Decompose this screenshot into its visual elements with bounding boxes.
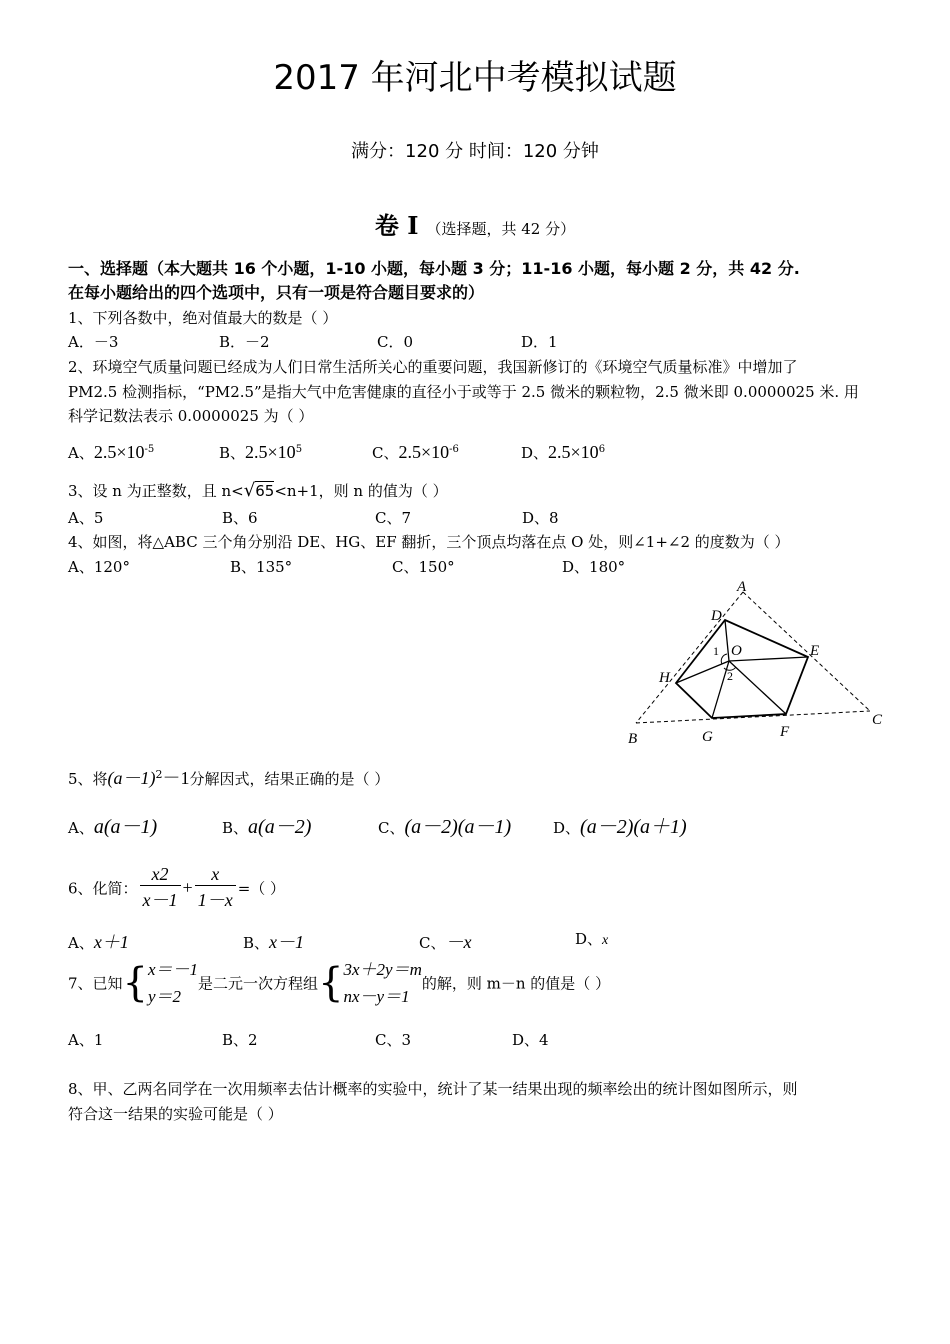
question-7-option-a: A、1 bbox=[68, 1031, 104, 1049]
solution-system: x＝－1 y＝2 bbox=[148, 960, 199, 1006]
label-d: D bbox=[711, 608, 722, 624]
left-brace-2: { bbox=[318, 960, 344, 1006]
left-brace-1: { bbox=[122, 960, 148, 1006]
question-3-stem: 3、设 n 为正整数，且 n<√65<n+1，则 n 的值为（ ） bbox=[68, 480, 448, 501]
question-6-option-c: C、－x bbox=[419, 932, 472, 952]
question-8-line1: 8、甲、乙两名同学在一次用频率去估计概率的实验中，统计了某一结果出现的频率绘出的统计图如图所示，则 bbox=[68, 1080, 798, 1098]
question-3-option-b: B、6 bbox=[222, 509, 258, 527]
section-instruction-line1: 一、选择题（本大题共 16 个小题，1-10 小题，每小题 3 分；11-16 小题，每小题 2 分，共 42 分. bbox=[68, 259, 800, 278]
question-3-option-d: D、8 bbox=[522, 509, 559, 527]
question-5-option-c: C、(a－2)(a－1) bbox=[378, 816, 512, 838]
question-2-option-b: B、$2.5\times 10^5$ bbox=[219, 442, 303, 462]
question-4-option-c: C、150° bbox=[392, 558, 455, 576]
question-5-stem: 5、将$(a-1)^2-1$分解因式，结果正确的是（ ） bbox=[68, 768, 390, 788]
question-2-option-a: A、$2.5\times 10^{-5}$ bbox=[68, 442, 155, 462]
question-6-option-b: B、x－1 bbox=[243, 932, 305, 952]
question-4-option-a: A、120° bbox=[68, 558, 130, 576]
label-o: O bbox=[731, 643, 742, 659]
question-5-option-d: D、(a－2)(a＋1) bbox=[553, 816, 687, 838]
label-c: C bbox=[872, 712, 883, 728]
question-2-option-d: D、$2.5\times 10^6$ bbox=[521, 442, 606, 462]
label-a: A bbox=[737, 579, 747, 595]
question-7-option-d: D、4 bbox=[512, 1031, 549, 1049]
question-2-option-c: C、$2.5\times 10^{-6}$ bbox=[372, 442, 459, 462]
question-2-line1: 2、环境空气质量问题已经成为人们日常生活所关心的重要问题，我国新修订的《环境空气质量标准》中增加了 bbox=[68, 358, 798, 376]
pentagon-dehgf bbox=[676, 620, 808, 718]
label-f: F bbox=[780, 724, 790, 740]
question-7-option-b: B、2 bbox=[222, 1031, 258, 1049]
question-2-line2: PM2.5 检测指标，“PM2.5”是指大气中危害健康的直径小于或等于 2.5 微米的颗粒物，2.5 微米即 0.0000025 米. 用 bbox=[68, 383, 859, 401]
volume-heading bbox=[0, 206, 950, 241]
fraction-1: $\frac{x2}{x-1}$ bbox=[140, 864, 181, 912]
edge-ac bbox=[743, 592, 870, 711]
volume-note: （选择题，共 42 分） bbox=[426, 220, 576, 238]
section-instruction-line2: 在每小题给出的四个选项中，只有一项是符合题目要求的） bbox=[68, 283, 485, 302]
label-h: H bbox=[659, 670, 670, 686]
question-4-option-d: D、180° bbox=[562, 558, 626, 576]
volume-label: 卷 I bbox=[374, 211, 419, 240]
question-1-option-d: D．1 bbox=[521, 333, 558, 351]
label-angle-1: 1 bbox=[713, 644, 719, 658]
question-1-option-a: A．－3 bbox=[68, 333, 119, 351]
question-6-option-d: D、x bbox=[575, 930, 609, 948]
sqrt-symbol: √ bbox=[243, 480, 256, 501]
segment-fo bbox=[729, 661, 786, 714]
exam-info: 满分：120 分 时间：120 分钟 bbox=[351, 141, 599, 162]
question-7-stem: 7、已知{ x＝－1 y＝2 是二元一次方程组{ 3x＋2y＝m nx－y＝1 的解，则 m－n 的值是（ ） bbox=[68, 956, 610, 1010]
sqrt-radicand: 65 bbox=[255, 482, 275, 500]
question-3-option-a: A、5 bbox=[68, 509, 104, 527]
question-1-option-b: B．－2 bbox=[219, 333, 270, 351]
page-title: 2017 年河北中考模拟试题 bbox=[273, 58, 677, 98]
question-1-option-c: C．0 bbox=[377, 333, 414, 351]
question-8-line2: 符合这一结果的实验可能是（ ） bbox=[68, 1105, 283, 1123]
question-5-option-b: B、a(a－2) bbox=[222, 816, 312, 838]
question-6-option-a: A、x＋1 bbox=[68, 932, 129, 952]
fraction-2: $\frac{x}{1-x}$ bbox=[195, 864, 236, 912]
question-4-stem: 4、如图，将△ABC 三个角分别沿 DE、HG、EF 翻折，三个顶点均落在点 O 处，则∠1+∠2 的度数为（ ） bbox=[68, 533, 790, 551]
question-2-line3: 科学记数法表示 0.0000025 为（ ） bbox=[68, 407, 314, 425]
question-3-option-c: C、7 bbox=[375, 509, 412, 527]
question-1-stem: 1、下列各数中，绝对值最大的数是（ ） bbox=[68, 309, 338, 327]
label-e: E bbox=[810, 643, 820, 659]
edge-bc bbox=[636, 711, 870, 723]
question-5-option-a: A、a(a－1) bbox=[68, 816, 158, 838]
question-4-option-b: B、135° bbox=[230, 558, 293, 576]
label-b: B bbox=[628, 731, 638, 747]
triangle-fold-figure bbox=[620, 578, 890, 748]
label-angle-2: 2 bbox=[727, 669, 733, 683]
label-g: G bbox=[702, 729, 713, 745]
edge-ab bbox=[636, 592, 743, 723]
equation-system: 3x＋2y＝m nx－y＝1 bbox=[343, 960, 422, 1006]
question-6-stem: 6、化简： $\frac{x2}{x-1}$ + $\frac{x}{1-x}$ =（ ） bbox=[68, 864, 286, 910]
question-7-option-c: C、3 bbox=[375, 1031, 412, 1049]
